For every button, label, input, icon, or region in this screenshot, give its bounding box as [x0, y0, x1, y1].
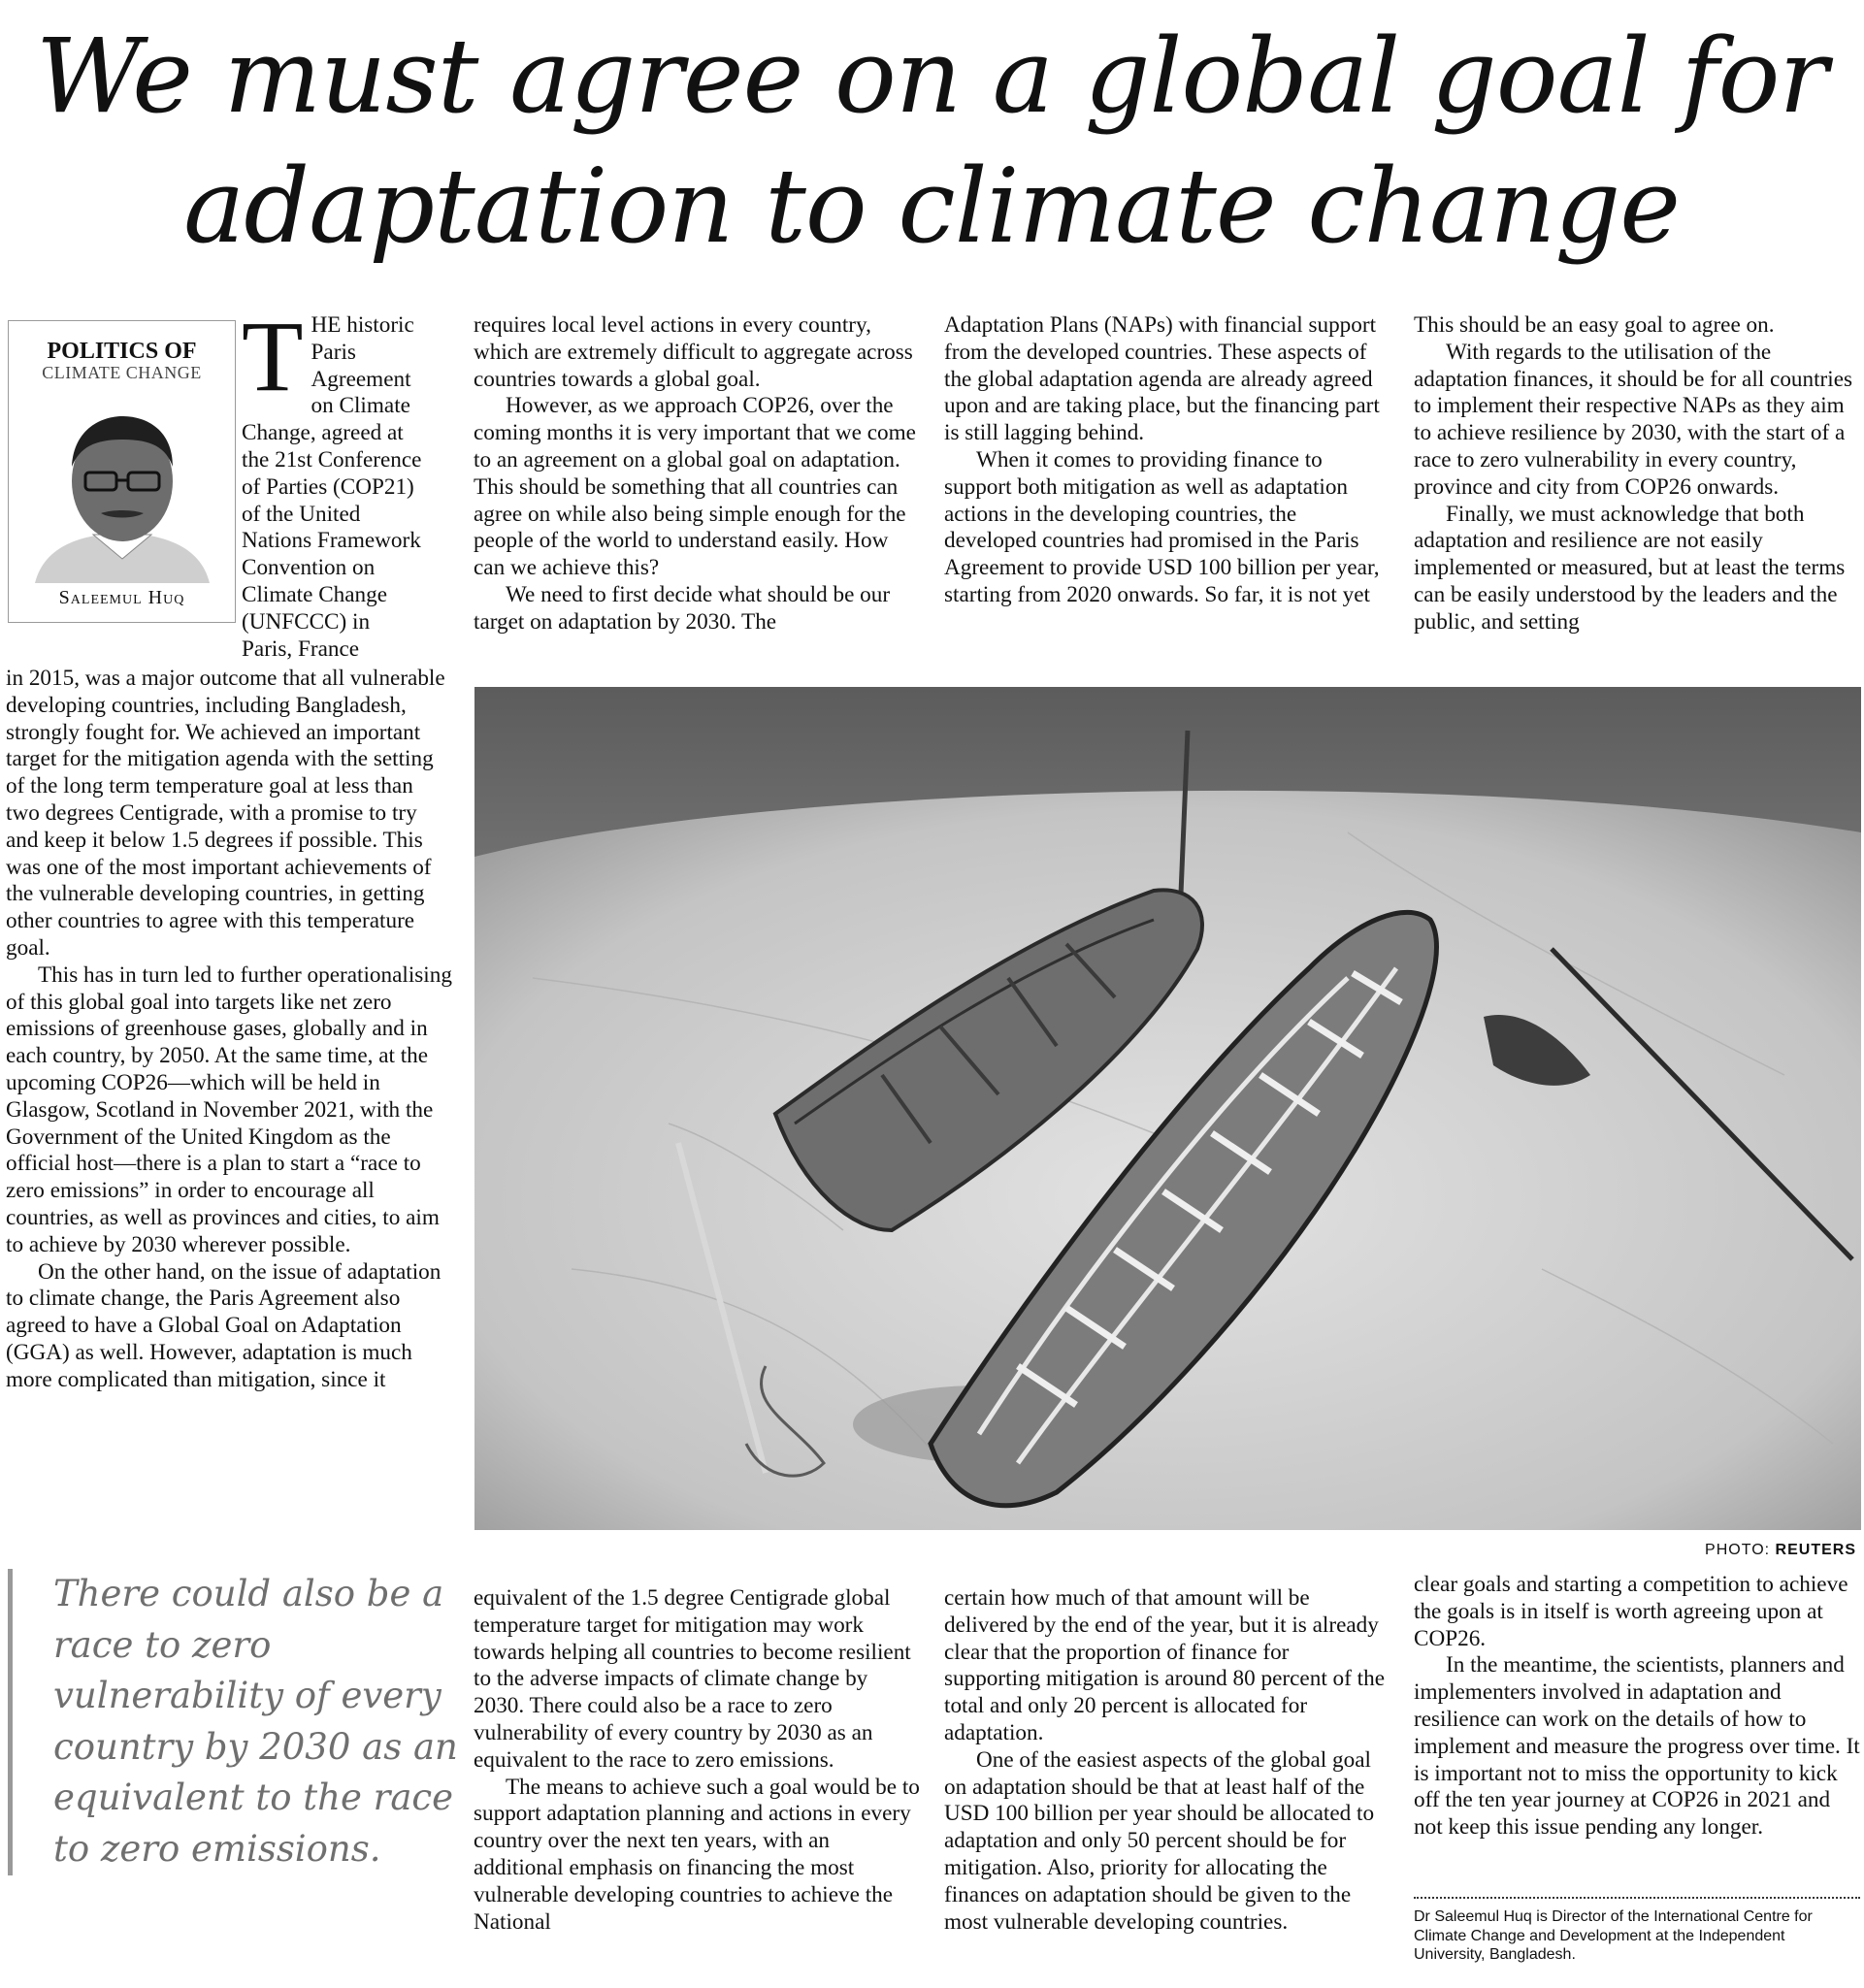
col4-top [1414, 312, 1860, 636]
col3-bottom-para-2: One of the easiest aspects of the global goal on adaptation should be that at least half of the USD 100 billion per year should be allocated to adaptation and only 50 percent should be for mitigation. Also, priority for allocating the finances on adaptation should be given to the most vulnerable developing countries. [944, 1746, 1375, 1935]
column-series-name: POLITICS OF [47, 339, 197, 364]
col1-body [6, 666, 452, 1394]
col3-top-para-2: When it comes to providing finance to support both mitigation as well as adaptation actions in the developing countries, the developed countries had promised in the Paris Agreement to provide USD 100 billion per year, starting from 2020 onwards. So far, it is not yet [944, 446, 1380, 607]
headline-line-2: adaptation to climate change [183, 147, 1680, 266]
col2-bottom-para-1: equivalent of the 1.5 degree Centigrade global temperature target for mitigation may work towards helping all countries to become resilient to the adverse impacts of climate change by 2030. There could also be a race to zero vulnerability of every country by 2030 as an equivalent to the race to zero emissions. [474, 1585, 911, 1773]
col4-top-para-1: This should be an easy goal to agree on. [1414, 312, 1775, 338]
col2-top-para-3: We need to first decide what should be our target on adaptation by 2030. The [474, 581, 891, 635]
col2-top-para-2: However, as we approach COP26, over the coming months it is very important that we come to an agreement on a global goal on adaptation. This should be something that all countries can agree on while also being simple enough for the people of the world to understand easily. How can we achieve this? [474, 393, 916, 581]
col2-bottom [474, 1585, 920, 1936]
pull-quote: There could also be a race to zero vulnerability of every country by 2030 as an equivalent to the race to zero emissions. [8, 1569, 490, 1875]
col3-top-para-1: Adaptation Plans (NAPs) with financial support from the developed countries. These aspects of the global adaptation agenda are already agreed upon and are taking place, but the financing part is still lagging behind. [944, 312, 1380, 446]
stranded-boats-photo [474, 687, 1861, 1530]
col1-intro-line: Nations Framework [242, 528, 421, 554]
col1-intro-line: Change, agreed at [242, 420, 404, 446]
headline-line-1: We must agree on a global goal for [35, 16, 1828, 136]
col1-para-1: in 2015, was a major outcome that all vulnerable developing countries, including Bangladesh, strongly fought for. We achieved an important target for the mitigation agenda with the setting of the long term temperature goal at less than two degrees Centigrade, with a promise to try and keep it below 1.5 degrees if possible. This was one of the most important achievements of the vulnerable developing countries, in getting other countries to agree with this temperature goal. [6, 666, 445, 961]
bio-divider [1414, 1897, 1860, 1899]
author-bio: Dr Saleemul Huq is Director of the International Centre for Climate Change and Development at the Independent University, Bangladesh. [1414, 1908, 1813, 1963]
col1-para-3: On the other hand, on the issue of adaptation to climate change, the Paris Agreement also agreed to have a Global Goal on Adaptation (GGA) as well. However, adaptation is much more complicated than mitigation, since it [6, 1258, 441, 1392]
col1-intro-line: Convention on [242, 555, 376, 581]
col1-intro-line: (UNFCCC) in [242, 608, 371, 635]
col1-intro-line: the 21st Conference [242, 446, 422, 473]
col3-bottom [944, 1585, 1390, 1936]
col1-intro-line: Paris [311, 339, 356, 365]
col4-bottom-para-2: In the meantime, the scientists, planners and implementers involved in adaptation and resilience can work on the details of how to implement and measure the progress over time. It is important not to miss the opportunity to kick off the ten year journey at COP26 in 2021 and not keep this issue pending any longer. [1414, 1652, 1860, 1841]
column-box [8, 320, 236, 623]
col1-intro-line: of Parties (COP21) [242, 473, 414, 500]
col3-top [944, 312, 1390, 609]
col1-intro-line: on Climate [311, 393, 410, 419]
dropcap: T [242, 301, 304, 412]
col2-bottom-para-2: The means to achieve such a goal would be to support adaptation planning and actions in every country over the next ten years, with an additional emphasis on financing the most vulnerable developing countries to achieve the National [474, 1774, 920, 1935]
col2-top-para-1: requires local level actions in every country, which are extremely difficult to aggregate across countries towards a global goal. [474, 312, 913, 392]
col2-top [474, 312, 920, 636]
col1-intro-line: Agreement [311, 366, 411, 392]
photo-credit-label: PHOTO: [1705, 1542, 1771, 1558]
col1-intro-line: of the United [242, 501, 361, 527]
photo-credit [1705, 1542, 1856, 1559]
photo-credit-source: REUTERS [1775, 1542, 1856, 1558]
col4-bottom-para-1: clear goals and starting a competition to achieve the goals is in itself is worth agreeing upon at COP26. [1414, 1572, 1848, 1651]
col4-top-para-2: With regards to the utilisation of the adaptation finances, it should be for all countries to implement their respective NAPs as they aim to achieve resilience by 2030, with the start of a race to zero vulnerability in every country, province and city from COP26 onwards. [1414, 339, 1853, 500]
col1-intro-line: HE historic [311, 312, 414, 338]
author-name: Saleemul Huq [58, 587, 185, 608]
col3-bottom-para-1: certain how much of that amount will be delivered by the end of the year, but it is already clear that the proportion of finance for supporting mitigation is around 80 percent of the total and only 20 percent is allocated for adaptation. [944, 1585, 1386, 1745]
author-portrait-icon [25, 389, 219, 583]
headline [19, 12, 1844, 272]
col1-para-2: This has in turn led to further operationalising of this global goal into targets like net zero emissions of greenhouse gases, globally and in each country, by 2050. At the same time, at the upcoming COP26—which will be held in Glasgow, Scotland in November 2021, with the Government of the United Kingdom as the official host—there is a plan to start a “race to zero emissions” in order to encourage all countries, as well as provinces and cities, to aim to achieve by 2030 wherever possible. [6, 961, 452, 1257]
col1-intro-line: Paris, France [242, 636, 360, 662]
column-series-sub: CLIMATE CHANGE [42, 363, 202, 382]
col4-bottom [1414, 1572, 1860, 1841]
col1-intro [242, 301, 450, 663]
col4-top-para-3: Finally, we must acknowledge that both adaptation and resilience are not easily implemented or measured, but at least the terms can be easily understood by the leaders and the public, and setting [1414, 501, 1846, 635]
col1-intro-line: Climate Change [242, 581, 388, 607]
